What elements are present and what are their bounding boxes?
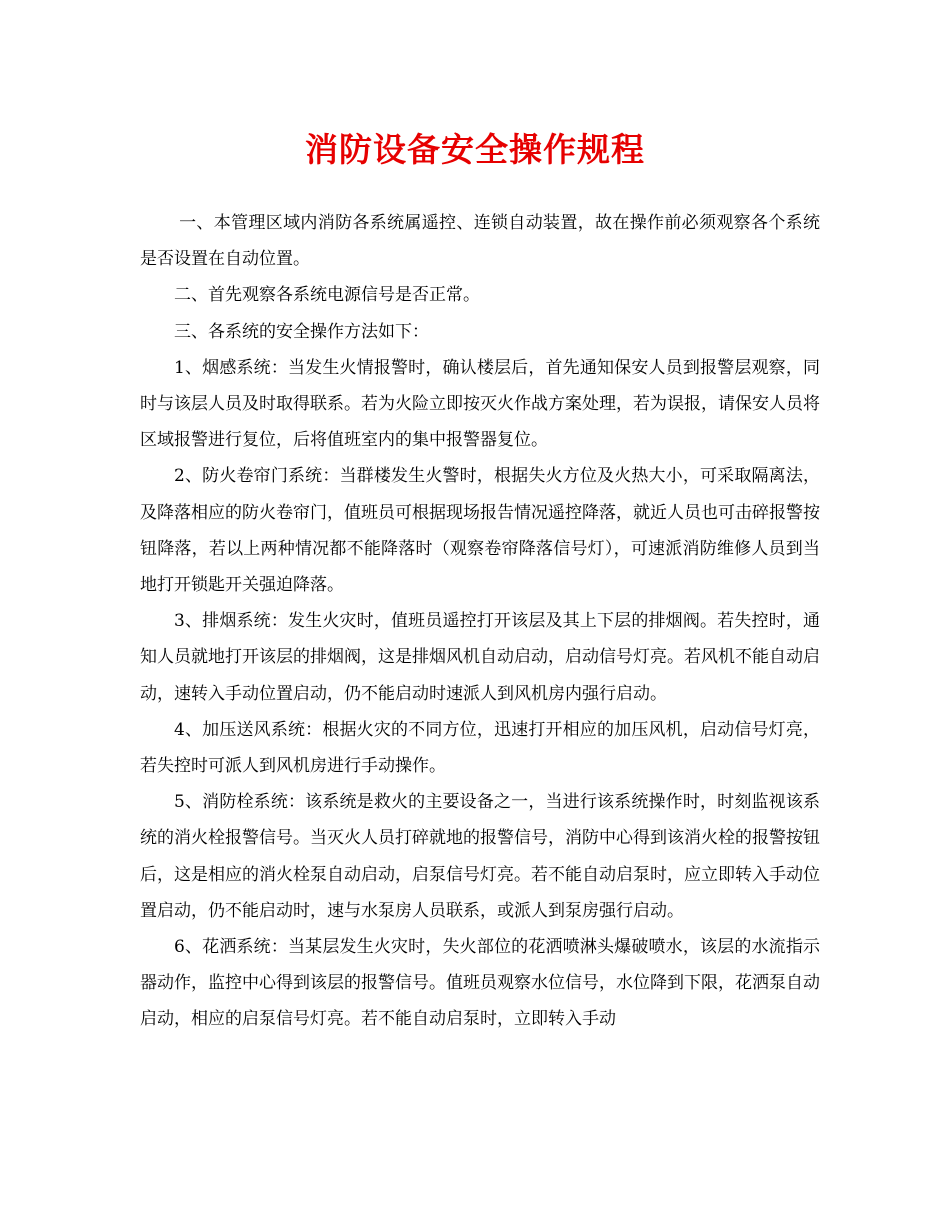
document-title: 消防设备安全操作规程 — [305, 130, 645, 169]
paragraph-3: 三、各系统的安全操作方法如下： — [174, 321, 429, 342]
paragraph-pressurization: 4、加压送风系统：根据火灾的不同方位，迅速打开相应的加压风机，启动信号灯亮，若失控时可派人到风机房进行手动操作。 — [140, 719, 820, 777]
paragraph-smoke-exhaust: 3、排烟系统：发生火灾时，值班员遥控打开该层及其上下层的排烟阀。若失控时，通知人员就地打开该层的排烟阀，这是排烟风机自动启动，启动信号灯亮。若风机不能自动启动，速转入手动位置启动，仍不能启动时速派人到风机房内强行启动。 — [140, 611, 820, 704]
paragraph-smoke-detection: 1、烟感系统：当发生火情报警时，确认楼层后，首先通知保安人员到报警层观察，同时与该层人员及时取得联系。若为火险立即按灭火作战方案处理，若为误报，请保安人员将区域报警进行复位，后将值班室内的集中报警器复位。 — [140, 357, 820, 451]
paragraph-hydrant: 5、消防栓系统：该系统是救火的主要设备之一，当进行该系统操作时，时刻监视该系统的消火栓报警信号。当灭火人员打碎就地的报警信号，消防中心得到该消火栓的报警按钮后，这是相应的消火栓泵自动启动，启泵信号灯亮。若不能自动启泵时，应立即转入手动位置启动，仍不能启动时，速与水泵房人员联系，或派人到泵房强行启动。 — [140, 792, 820, 921]
paragraph-2: 二、首先观察各系统电源信号是否正常。 — [174, 285, 480, 306]
paragraph-fire-shutter: 2、防火卷帘门系统：当群楼发生火警时，根据失火方位及火热大小，可采取隔离法，及降落相应的防火卷帘门，值班员可根据现场报告情况遥控降落，就近人员也可击碎报警按钮降落，若以上两种情况都不能降落时（观察卷帘降落信号灯），可速派消防维修人员到当地打开锁匙开关强迫降落。 — [140, 466, 820, 596]
document-body — [140, 205, 820, 1038]
paragraph-1: 一、本管理区域内消防各系统属遥控、连锁自动装置，故在操作前必须观察各个系统是否设置在自动位置。 — [140, 213, 820, 270]
paragraph-sprinkler: 6、花洒系统：当某层发生火灾时，失火部位的花洒喷淋头爆破喷水，该层的水流指示器动作，监控中心得到该层的报警信号。值班员观察水位信号，水位降到下限，花洒泵自动启动，相应的启泵信号灯亮。若不能自动启泵时，立即转入手动 — [140, 937, 820, 1030]
